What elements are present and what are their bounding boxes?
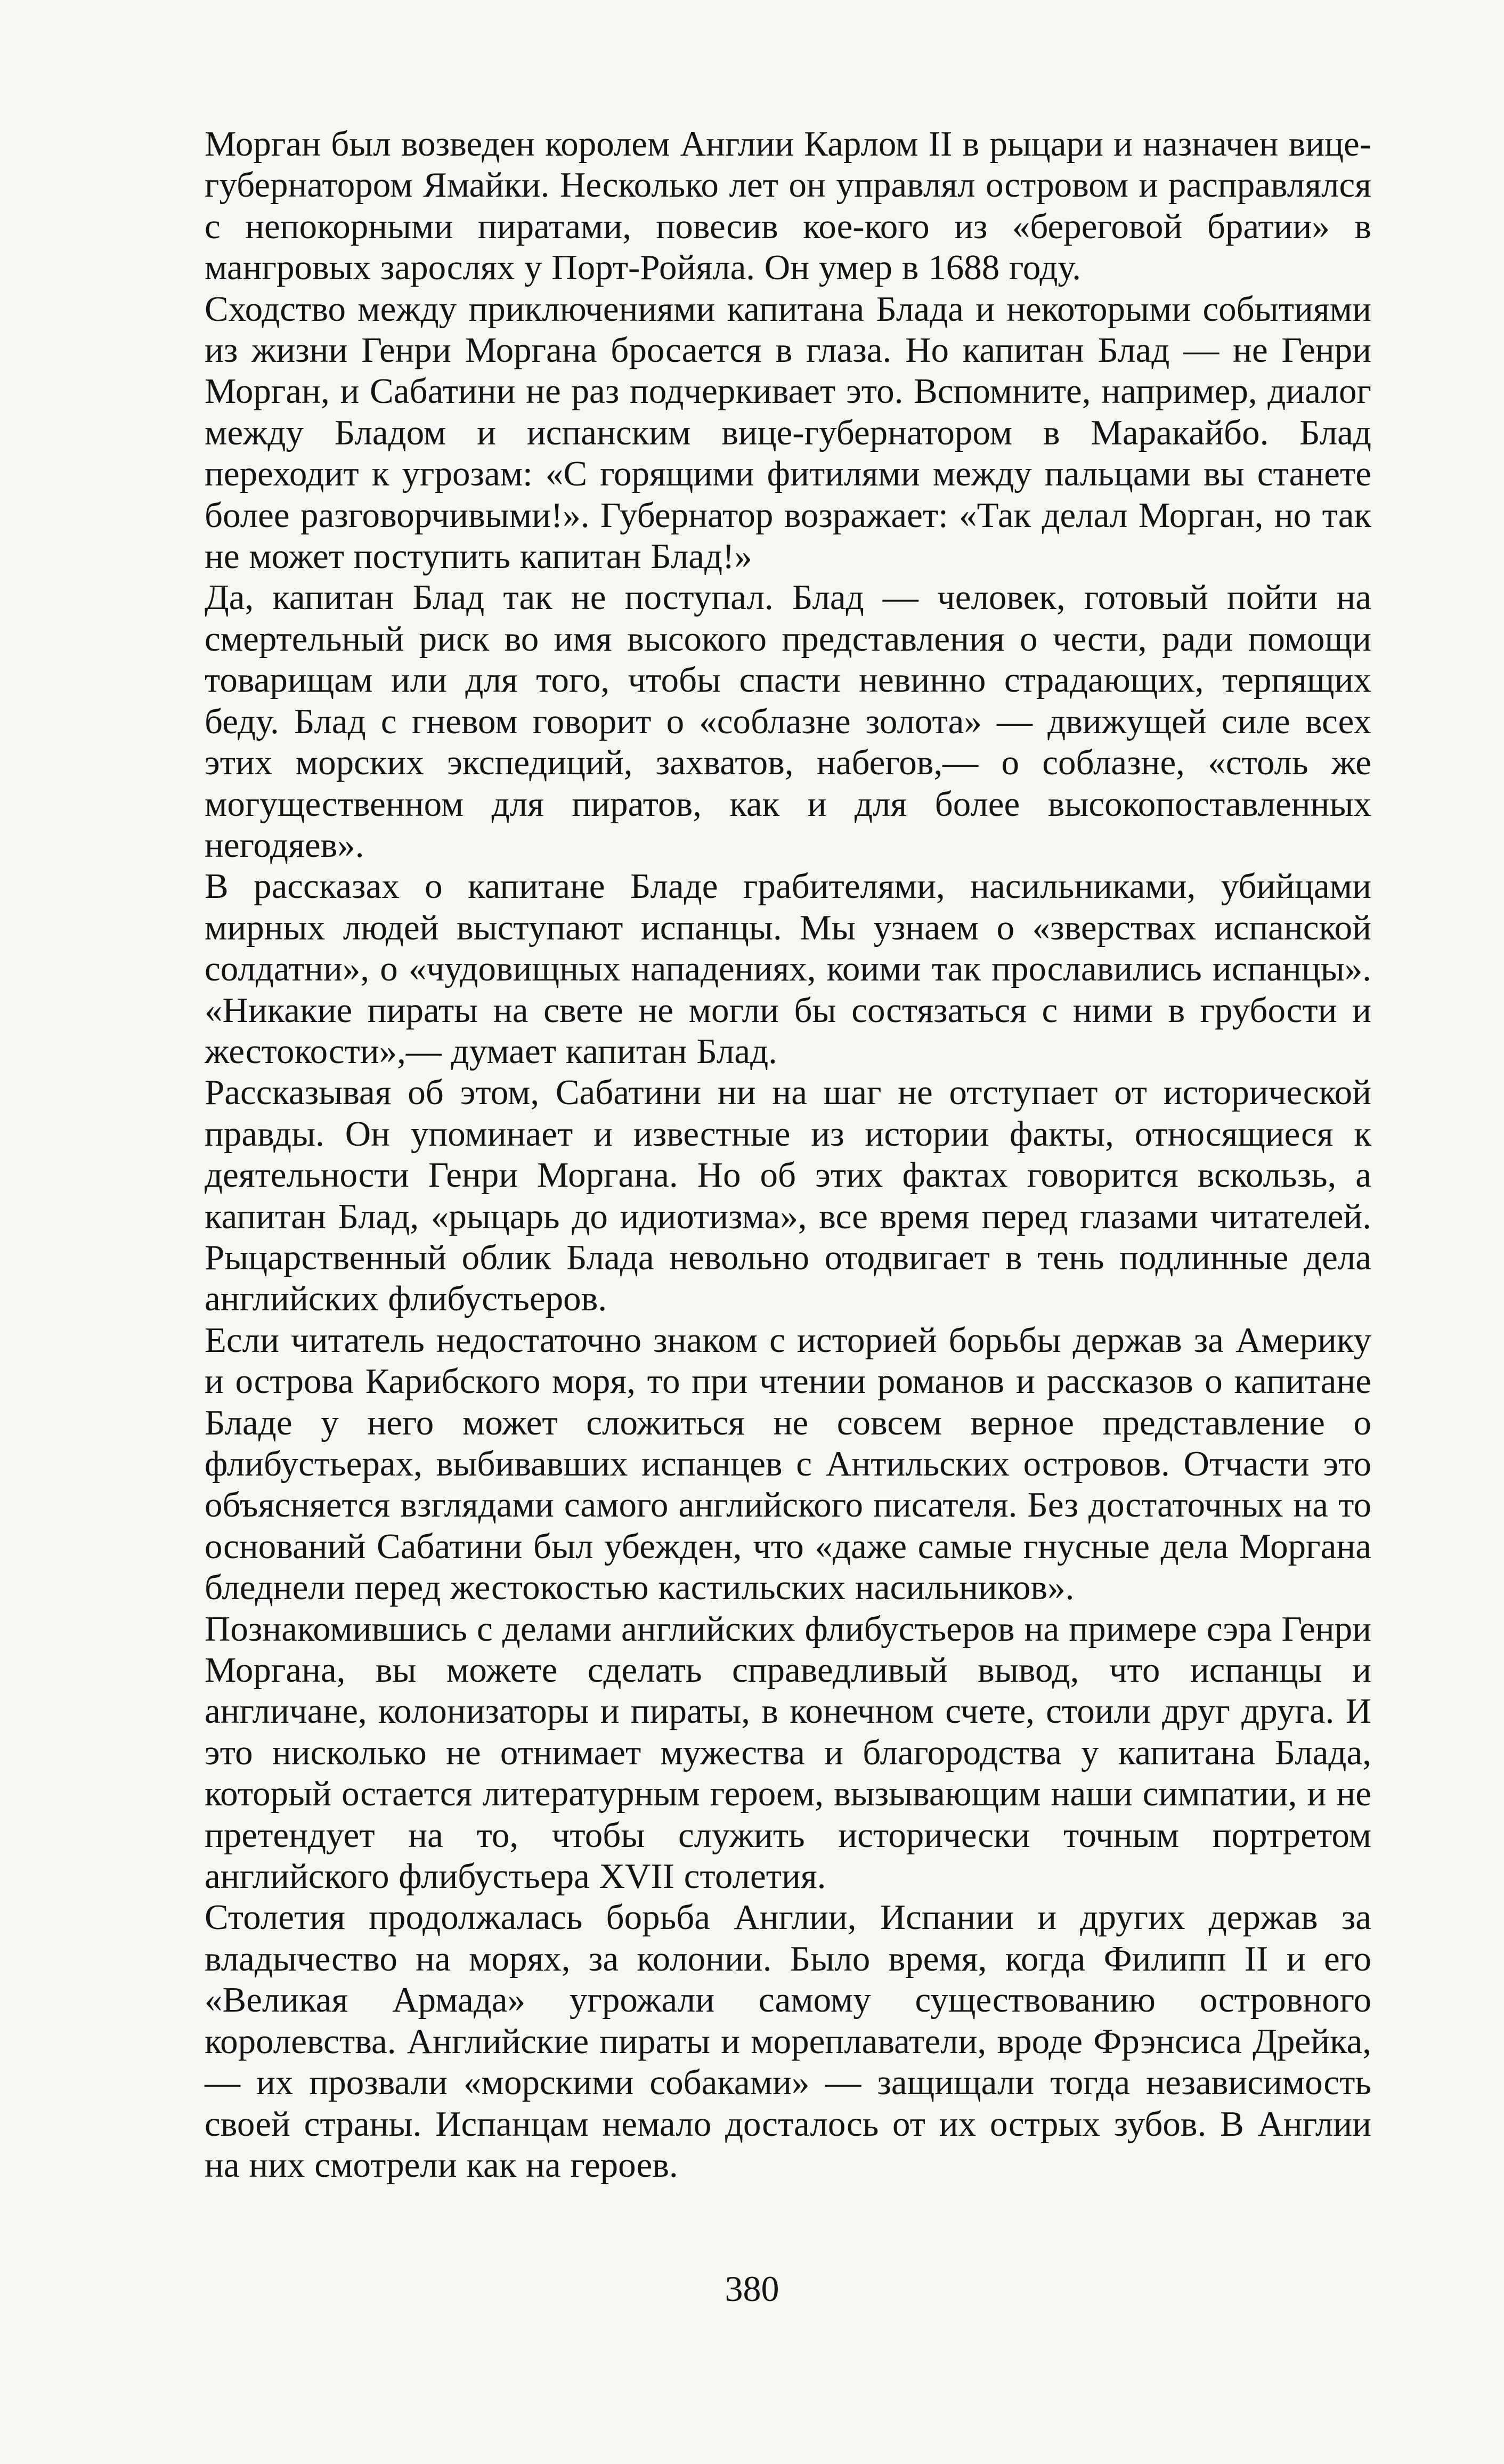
paragraph-5: Рассказывая об этом, Сабатини ни на шаг не отступает от исторической правды. Он упоминает и известные из истории факты, относящиеся к деятельности Генри Моргана. Но об этих фактах говорится вскользь, а капитан Блад, «рыцарь до идиотизма», все время перед глазами читателей. Рыцарственный облик Блада невольно отодвигает в тень подлинные дела английских флибустьеров.	[205, 1073, 1371, 1319]
paragraph-3: Да, капитан Блад так не поступал. Блад — человек, готовый пойти на смертельный риск во имя высокого представления о чести, ради помощи товарищам или для того, чтобы спасти невинно страдающих, терпящих беду. Блад с гневом говорит о «соблазне золота» — движущей силе всех этих морских экспедиций, захватов, набегов,— о соблазне, «столь же могущественном для пиратов, как и для более высокопоставленных негодяев».	[205, 578, 1371, 865]
paragraph-6: Если читатель недостаточно знаком с историей борьбы держав за Америку и острова Карибского моря, то при чтении романов и рассказов о капитане Бладе у него может сложиться не совсем верное представление о флибустьерах, выбивавших испанцев с Антильских островов. Отчасти это объясняется взглядами самого английского писателя. Без достаточных на то оснований Сабатини был убежден, что «даже самые гнусные дела Моргана бледнели перед жестокостью кастильских насильников».	[205, 1320, 1371, 1608]
paragraph-8: Столетия продолжалась борьба Англии, Испании и других держав за владычество на морях, за колонии. Было время, когда Филипп II и его «Великая Армада» угрожали самому существованию островного королевства. Английские пираты и мореплаватели, вроде Фрэнсиса Дрейка,— их прозвали «морскими собаками» — защищали тогда независимость своей страны. Испанцам немало досталось от их острых зубов. В Англии на них смотрели как на героев.	[205, 1898, 1371, 2185]
paragraph-1: Морган был возведен королем Англии Карлом II в рыцари и назначен вице-губернатором Ямайки. Несколько лет он управлял островом и расправлялся с непокорными пиратами, повесив кое-кого из «береговой братии» в мангровых зарослях у Порт-Ройяла. Он умер в 1688 году.	[205, 124, 1371, 288]
paragraph-7: Познакомившись с делами английских флибустьеров на примере сэра Генри Моргана, вы можете сделать справедливый вывод, что испанцы и англичане, колонизаторы и пираты, в конечном счете, стоили друг друга. И это нисколько не отнимает мужества и благородства у капитана Блада, который остается литературным героем, вызывающим наши симпатии, и не претендует на то, чтобы служить исторически точным портретом английского флибустьера XVII столетия.	[205, 1609, 1371, 1896]
paragraph-2: Сходство между приключениями капитана Блада и некоторыми событиями из жизни Генри Моргана бросается в глаза. Но капитан Блад — не Генри Морган, и Сабатини не раз подчеркивает это. Вспомните, например, диалог между Бладом и испанским вице-губернатором в Маракайбо. Блад переходит к угрозам: «С горящими фитилями между пальцами вы станете более разговорчивыми!». Губернатор возражает: «Так делал Морган, но так не может поступить капитан Блад!»	[205, 289, 1371, 577]
paragraph-4: В рассказах о капитане Бладе грабителями, насильниками, убийцами мирных людей выступают испанцы. Мы узнаем о «зверствах испанской солдатни», о «чудовищных нападениях, коими так прославились испанцы». «Никакие пираты на свете не могли бы состязаться с ними в грубости и жестокости»,— думает капитан Блад.	[205, 866, 1371, 1071]
page-body	[205, 124, 1371, 2186]
page-number: 380	[725, 2268, 779, 2309]
